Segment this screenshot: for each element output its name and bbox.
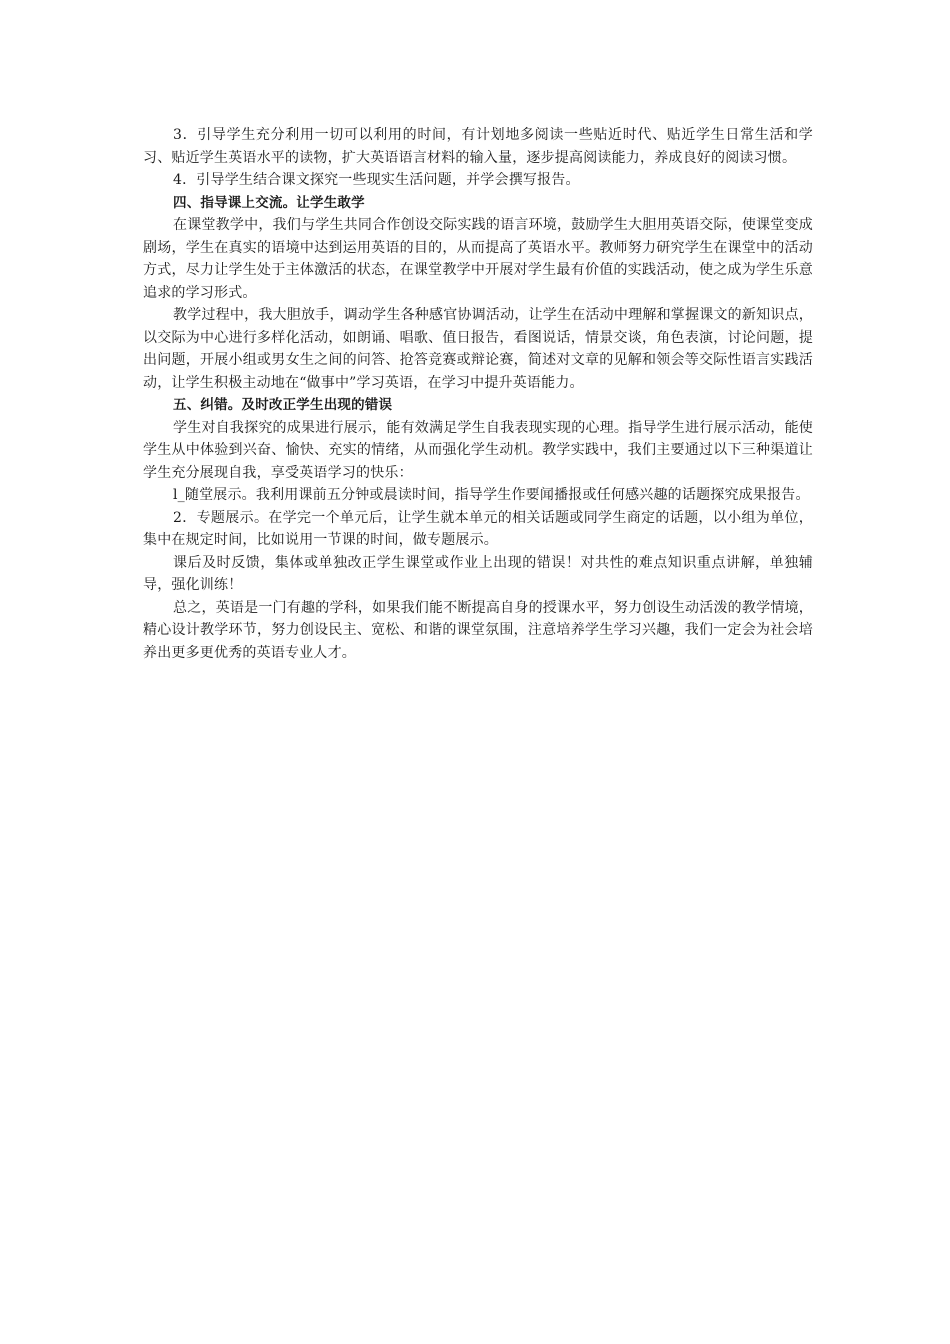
paragraph-conclusion: 总之，英语是一门有趣的学科，如果我们能不断提高自身的授课水平，努力创设生动活泼的教学情境，精心设计教学环节，努力创设民主、宽松、和谐的课堂氛围，注意培养学生学习兴趣，我们一定会为社会培养出更多更优秀的英语专业人才。 <box>143 599 813 661</box>
document-body <box>143 124 813 664</box>
paragraph-teaching-process: 教学过程中，我大胆放手，调动学生各种感官协调活动，让学生在活动中理解和掌握课文的新知识点，以交际为中心进行多样化活动，如朗诵、唱歌、值日报告，看图说话，情景交谈，角色表演，讨论问题，提出问题，开展小组或男女生之间的问答、抢答竞赛或辩论赛，简述对文章的见解和领会等交际性语言实践活动，让学生积极主动地在“做事中”学习英语，在学习中提升英语能力。 <box>143 307 813 391</box>
section-heading-classroom-exchange: 四、指导课上交流。让学生敢学 <box>173 194 365 211</box>
paragraph-classroom-environment: 在课堂教学中，我们与学生共同合作创设交际实践的语言环境，鼓励学生大胆用英语交际，使课堂变成剧场，学生在真实的语境中达到运用英语的目的，从而提高了英语水平。教师努力研究学生在课堂中的活动方式，尽力让学生处于主体激活的状态，在课堂教学中开展对学生最有价值的实践活动，使之成为学生乐意追求的学习形式。 <box>143 217 813 301</box>
paragraph-self-exploration: 学生对自我探究的成果进行展示，能有效满足学生自我表现实现的心理。指导学生进行展示活动，能使学生从中体验到兴奋、愉快、充实的情绪，从而强化学生动机。教学实践中，我们主要通过以下三种渠道让学生充分展现自我，享受英语学习的快乐： <box>143 419 813 481</box>
paragraph-in-class-display: l_随堂展示。我利用课前五分钟或晨读时间，指导学生作要闻播报或任何感兴趣的话题探究成果报告。 <box>173 487 810 503</box>
paragraph-reading-guidance: 3．引导学生充分利用一切可以利用的时间，有计划地多阅读一些贴近时代、贴近学生日常生活和学习、贴近学生英语水平的读物，扩大英语语言材料的输入量，逐步提高阅读能力，养成良好的阅读习惯。 <box>143 127 813 166</box>
paragraph-topic-display: 2．专题展示。在学完一个单元后，让学生就本单元的相关话题或同学生商定的话题，以小组为单位，集中在规定时间，比如说用一节课的时间，做专题展示。 <box>143 509 813 548</box>
paragraph-report-writing: 4．引导学生结合课文探究一些现实生活问题，并学会撰写报告。 <box>173 172 580 188</box>
paragraph-feedback: 课后及时反馈，集体或单独改正学生课堂或作业上出现的错误！对共性的难点知识重点讲解，单独辅导，强化训练！ <box>143 554 813 593</box>
section-heading-error-correction: 五、纠错。及时改正学生出现的错误 <box>173 397 393 413</box>
